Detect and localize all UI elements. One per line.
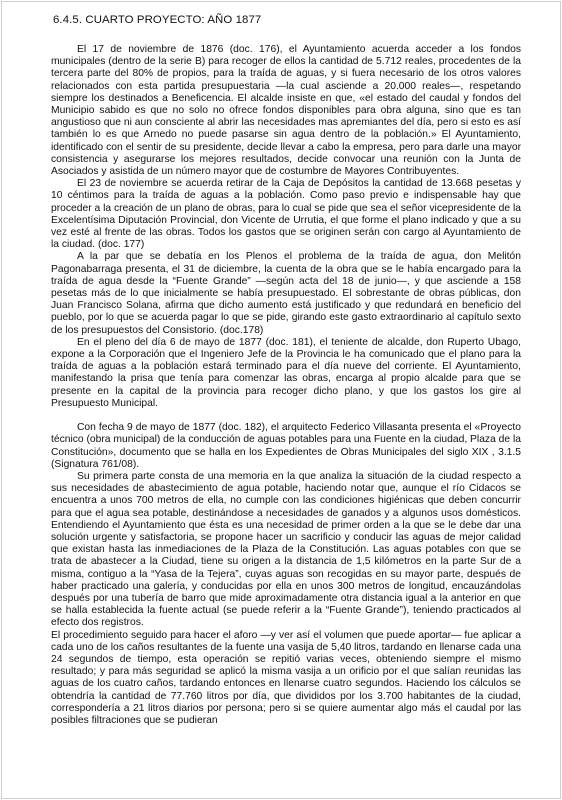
paragraph-7: El procedimiento seguido para hacer el aforo —y ver así el volumen que puede aportar— fue aplicar a cada uno de los caños resultantes de la fuente una vasija de 5,40 litros, tardando en llenarse cada una 24 segundos de tiempo, esta operación se repitió varias veces, obteniendo siempre el mismo resultado; y para más seguridad se aplicó la misma vasija a un orificio por el que salían reunidas las aguas de los cuatro caños, tardando entonces en llenarse cuatro segundos. Haciendo los cálculos se obtendría la cantidad de 77.760 litros por día, que divididos por los 3.700 habitantes de la ciudad, correspondería a 21 litros diarios por persona; pero si se quiere aumentar algo más el caudal por las posibles filtraciones que se pudieran [51, 629, 521, 726]
paragraph-2: El 23 de noviembre se acuerda retirar de la Caja de Depósitos la cantidad de 13.668 pesetas y 10 céntimos para la traída de aguas a la población. Como paso previo e indispensable hay que proceder a la creación de un plano de obras, para lo cual se pide que sea el señor vicepresidente de la Excelentísima Diputación Provincial, don Vicente de Urrutia, el que forme el plano indicado y que a su vez esté al frente de las obras. Todos los gastos que se originen serán con cargo al Ayuntamiento de la ciudad. (doc. 177) [51, 178, 521, 251]
paragraph-4: En el pleno del día 6 de mayo de 1877 (doc. 181), el teniente de alcalde, don Ruperto Ubago, expone a la Corporación que el Ingeniero Jefe de la Provincia le ha comunicado que el plano para la traída de aguas a la población estará terminado para el día nueve del corriente. El Ayuntamiento, manifestando la prisa que tenía para comenzar las obras, encarga al propio alcalde para que se presente en la capital de la provincia para recoger dicho plano, y que los gastos los gire al Presupuesto Municipal. [51, 336, 521, 409]
paragraph-1: El 17 de noviembre de 1876 (doc. 176), el Ayuntamiento acuerda acceder a los fondos municipales (dentro de la serie B) para recoger de ellos la cantidad de 5.712 reales, procedentes de la tercera parte del 80% de propios, para la traída de aguas, y si fuera necesario de los otros valores relacionados con esta partida presupuestaria —la cual asciende a 20.000 reales—, respetando siempre los destinados a Beneficencia. El alcalde insiste en que, «el estado del caudal y fondos del Municipio sabido es que no solo no ofrece fondos disponibles para obra alguna, sino que es tan angustioso que ni aun consciente al abrir las necesidades mas apremiantes del día, pero si esto es así también lo es que Arnedo no puede pasarse sin agua dentro de la población.» El Ayuntamiento, identificado con el sentir de su presidente, decide llevar a cabo la empresa, pero para darle una mayor consistencia y asegurarse los mejores resultados, decide convocar una reunión con la Junta de Asociados y asistida de un número mayor que de costumbre de Mayores Contribuyentes. [51, 44, 521, 178]
section-heading: 6.4.5. CUARTO PROYECTO: AÑO 1877 [53, 14, 262, 26]
paragraph-3: A la par que se debatía en los Plenos el problema de la traída de agua, don Melitón Pagonabarraga presenta, el 31 de diciembre, la cuenta de la obra que se le había encargado para la traída de agua desde la “Fuente Grande” —según acta del 18 de junio—, y que asciende a 158 pesetas más de lo que inicialmente se había presupuestado. El sobrestante de obras públicas, don Juan Francisco Solana, afirma que dicho aumento está justificado y que redundará en beneficio del pueblo, por lo que se acuerda pagar lo que se pide, girando este gasto extraordinario al capítulo sexto de los presupuestos del Consistorio. (doc.178) [51, 251, 521, 336]
paragraph-6: Su primera parte consta de una memoria en la que analiza la situación de la ciudad respecto a sus necesidades de abastecimiento de agua potable, haciendo notar que, aunque el río Cidacos se encuentra a unos 700 metros de ella, no cumple con las condiciones higiénicas que deben concurrir para que el agua sea potable, destinándose a necesidades de ganados y a algunos usos domésticos. Entendiendo el Ayuntamiento que ésta es una necesidad de primer orden a la que se le debe dar una solución urgente y satisfactoria, se propone hacer un sacrificio y conducir las aguas de mejor calidad que existan hasta las inmediaciones de la Plaza de la Constitución. Las aguas potables con que se trata de abastecer a la Ciudad, tiene su origen a la distancia de 1,5 kilómetros en la parte Sur de a misma, contiguo a la “Yasa de la Tejera”, cuyas aguas son recogidas en su mayor parte, después de haber practicado una galería, y conducidas por ella en unos 300 metros de longitud, encauzándolas después por una tubería de barro que mide aproximadamente otra distancia igual a la anterior en que se halla establecida la fuente actual (se puede referir a la “Fuente Grande”), teniendo practicados al efecto dos registros. [51, 470, 521, 629]
paragraph-5: Con fecha 9 de mayo de 1877 (doc. 182), el arquitecto Federico Villasanta presenta el «Proyecto técnico (obra municipal) de la conducción de aguas potables para una Fuente en la ciudad, Plaza de la Constitución», documento que se halla en los Expedientes de Obras Municipales del siglo XIX , 3.1.5 (Signatura 761/08). [51, 422, 521, 470]
document-body [51, 14, 521, 727]
